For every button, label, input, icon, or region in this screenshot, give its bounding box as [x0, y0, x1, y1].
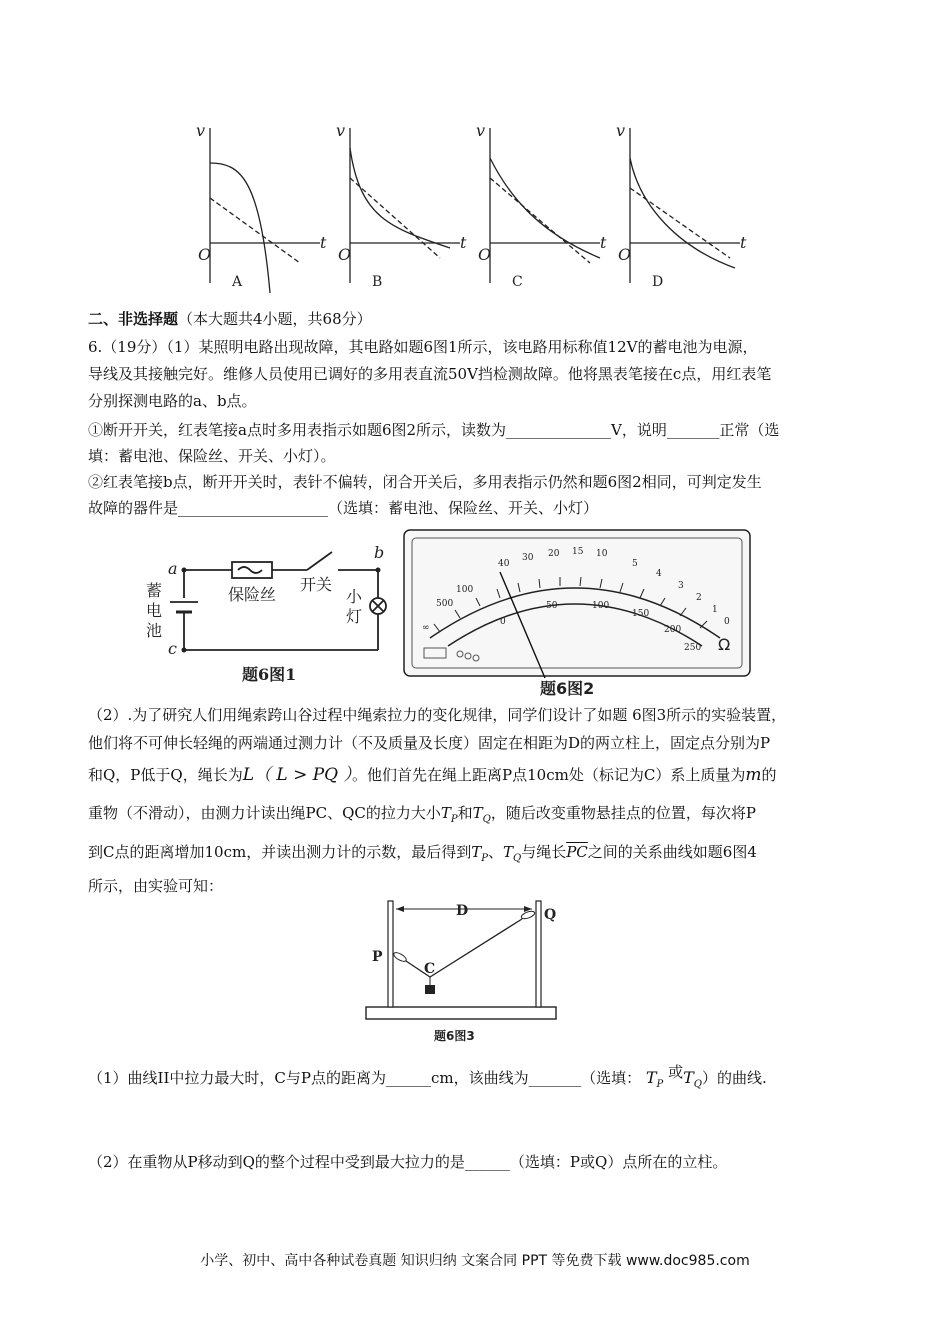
ohm-tick-5: 5	[632, 559, 638, 569]
sub2-line: （2）在重物从P移动到Q的整个过程中受到最大拉力的是______（选填：P或Q）点所在的立柱。	[88, 1153, 728, 1171]
section-heading	[88, 309, 372, 329]
graph-d-caption: D	[652, 274, 664, 290]
dc-tick-50: 50	[546, 601, 558, 611]
ohm-tick-20: 20	[548, 549, 560, 559]
fuse-wave	[238, 567, 262, 573]
meter-caption: 题6图2	[540, 679, 595, 698]
graph-b-dashed	[350, 178, 440, 258]
graph-a-caption: A	[232, 274, 243, 290]
battery-label-1: 蓄	[146, 581, 163, 600]
battery-label-3: 池	[146, 621, 163, 640]
node-a-label: a	[168, 559, 178, 578]
q6b-line-1: （2）.为了研究人们用绳索跨山谷过程中绳索拉力的变化规律，同学们设计了如题 6图3所示的实验装置，	[88, 706, 787, 724]
circuit-svg	[142, 540, 402, 690]
sub1-line	[88, 1063, 767, 1095]
graph-a-dashed	[210, 198, 300, 263]
q6b-line-5d: 之间的关系曲线如题6图4	[587, 843, 757, 861]
ohm-tick-0: 0	[724, 617, 730, 627]
vt-graphs-figure	[190, 118, 770, 296]
node-c-dot	[182, 648, 187, 653]
dc-tick-250: 250	[684, 643, 702, 653]
circuit-figure	[142, 540, 402, 690]
q6-line-7: 故障的器件是____________________（选填：蓄电池、保险丝、开关、小灯）	[88, 499, 599, 517]
switch-blade	[307, 552, 332, 570]
meter-figure	[400, 528, 760, 698]
sub1-text-b: ）的曲线.	[701, 1069, 767, 1087]
q6b-line-3	[88, 765, 776, 785]
ohm-tick-2: 2	[696, 593, 702, 603]
q6b-line-5b: 、	[487, 843, 503, 861]
apparatus-svg	[360, 895, 565, 1050]
graph-b-t-label: t	[460, 233, 467, 252]
label-P: P	[372, 949, 383, 965]
label-D: D	[456, 903, 469, 919]
tp-subscript: P	[450, 814, 458, 825]
graph-d-t-label: t	[740, 233, 747, 252]
tp-subscript-2: P	[481, 853, 488, 864]
fuse-label: 保险丝	[228, 585, 277, 604]
q6-line-3: 分别探测电路的a、b点。	[88, 392, 257, 410]
q6-line-2: 导线及其接触完好。维修人员使用已调好的多用表直流50V挡检测故障。他将黑表笔接在c点，用红表笔	[88, 365, 772, 383]
ohm-tick-inf: ∞	[422, 623, 430, 633]
footer-text: 小学、初中、高中各种试卷真题 知识归纳 文案合同 PPT 等免费下载 www.doc985.com	[200, 1253, 750, 1269]
right-dynamometer	[520, 910, 535, 920]
tq-symbol-2: T	[502, 843, 513, 861]
lamp-label-2: 灯	[346, 607, 363, 626]
node-a-dot	[182, 568, 187, 573]
ohm-tick-500: 500	[436, 599, 454, 609]
apparatus-base	[366, 1007, 556, 1019]
pc-overline: $\overline{PC}$	[566, 843, 588, 861]
q6-line-5: 填：蓄电池、保险丝、开关、小灯）。	[88, 447, 336, 465]
distance-arrow-left	[396, 906, 404, 912]
circuit-caption: 题6图1	[242, 665, 297, 684]
graph-b-origin: O	[338, 245, 352, 264]
dc-tick-0: 0	[500, 617, 506, 627]
q6b-line-5c: 与绳长	[521, 843, 567, 861]
label-C: C	[424, 961, 436, 977]
graph-c-dashed	[490, 178, 590, 263]
battery-label-2: 电	[146, 601, 163, 620]
node-b-label: b	[374, 543, 385, 562]
left-post	[388, 901, 393, 1007]
sub1-tq-sub: Q	[693, 1079, 702, 1090]
tq-subscript-2: Q	[512, 853, 522, 864]
graph-b-v-label: v	[336, 121, 346, 140]
tp-symbol-2: T	[471, 843, 482, 861]
q6b-line-5	[88, 842, 757, 869]
ohm-tick-4: 4	[656, 569, 662, 579]
mass-symbol: m	[745, 765, 762, 785]
graph-c-v-label: v	[476, 121, 486, 140]
q6b-line-6: 所示，由实验可知：	[88, 877, 224, 895]
q6b-line-4a: 重物（不滑动），由测力计读出绳PC、QC的拉力大小	[88, 804, 441, 822]
apparatus-figure	[360, 895, 565, 1050]
node-c-label: c	[168, 639, 177, 658]
switch-label: 开关	[300, 575, 333, 594]
section-title: 二、非选择题	[88, 310, 179, 328]
tp-symbol: T	[440, 804, 451, 822]
ohm-tick-100: 100	[456, 585, 474, 595]
q6-line-1: 6.（19分）（1）某照明电路出现故障，其电路如题6图1所示，该电路用标称值12V的蓄电池为电源，	[88, 338, 758, 356]
graph-d-curve	[630, 158, 735, 268]
q6b-line-4b: ，随后改变重物悬挂点的位置，每次将P	[490, 804, 756, 822]
lamp-label-1: 小	[346, 587, 363, 606]
sub1-text-a: （1）曲线II中拉力最大时，C与P点的距离为______cm，该曲线为_______（选填：	[88, 1069, 642, 1087]
node-b-dot	[376, 568, 381, 573]
ohm-tick-15: 15	[572, 547, 584, 557]
label-Q: Q	[544, 907, 557, 923]
graph-d-v-label: v	[616, 121, 626, 140]
apparatus-caption: 题6图3	[434, 1029, 475, 1043]
right-post	[536, 901, 541, 1007]
q6b-line-3a: 和Q，P低于Q，绳长为	[88, 766, 243, 784]
left-dynamometer	[392, 951, 407, 963]
sub1-tp-sub: P	[656, 1079, 664, 1090]
ohm-tick-30: 30	[522, 553, 534, 563]
graph-c-origin: O	[478, 245, 492, 264]
q6b-line-3b: 。他们首先在绳上距离P点10cm处（标记为C）系上质量为	[352, 766, 746, 784]
ohm-tick-10: 10	[596, 549, 608, 559]
ohm-tick-3: 3	[678, 581, 684, 591]
graph-b-caption: B	[372, 274, 383, 290]
sub1-tp: T	[645, 1068, 657, 1087]
q6b-line-4	[88, 803, 756, 830]
q6b-line-5a: 到C点的距离增加10cm，并读出测力计的示数，最后得到	[88, 843, 472, 861]
rope-length-math: L（ L > PQ ）	[242, 765, 353, 785]
q6b-line-3c: 的	[761, 766, 777, 784]
weight-block	[425, 985, 435, 994]
graph-c-caption: C	[512, 274, 523, 290]
meter-svg	[400, 528, 760, 698]
q6-line-6: ②红表笔接b点，断开开关时，表针不偏转，闭合开关后，多用表指示仍然和题6图2相同，可判定发生	[88, 473, 762, 491]
dc-tick-100: 100	[592, 601, 610, 611]
q6b-and: 和	[457, 804, 473, 822]
sub1-tq: T	[683, 1068, 694, 1087]
ohm-tick-1: 1	[712, 605, 718, 615]
tq-subscript: Q	[482, 814, 491, 825]
ohm-tick-40: 40	[498, 559, 510, 569]
graph-a-origin: O	[198, 245, 212, 264]
graph-b-curve	[350, 148, 450, 248]
graph-d-dashed	[630, 188, 730, 258]
vt-graphs-svg	[190, 118, 770, 296]
dc-tick-200: 200	[664, 625, 682, 635]
graph-d-origin: O	[618, 245, 632, 264]
dc-tick-150: 150	[632, 609, 650, 619]
graph-a-t-label: t	[320, 233, 327, 252]
section-note: （本大题共4小题，共68分）	[178, 310, 372, 328]
ohm-symbol: Ω	[718, 635, 731, 654]
q6-line-4: ①断开开关，红表笔接a点时多用表指示如题6图2所示，读数为______________V，说明_______正常（选	[88, 421, 780, 439]
graph-a-v-label: v	[196, 121, 206, 140]
q6b-line-2: 他们将不可伸长轻绳的两端通过测力计（不及质量及长度）固定在相距为D的两立柱上，固定点分别为P	[88, 734, 771, 752]
tq-symbol: T	[472, 804, 483, 822]
graph-c-t-label: t	[600, 233, 607, 252]
sub1-or: 或	[668, 1063, 684, 1081]
